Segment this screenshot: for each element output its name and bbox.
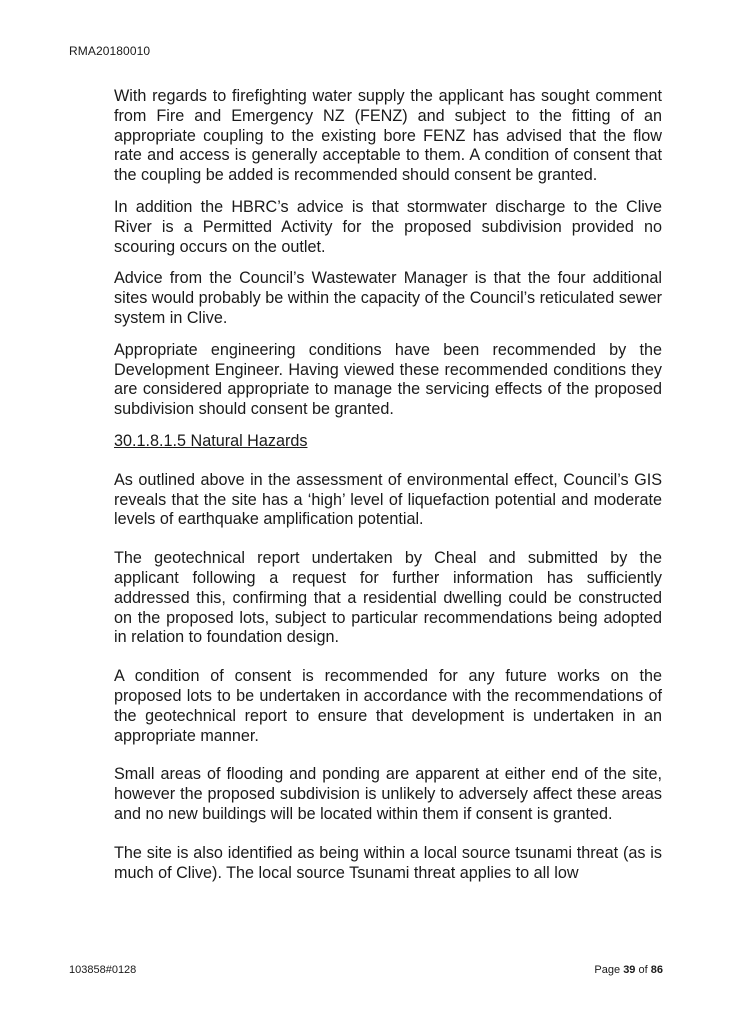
footer-document-id: 103858#0128 [69, 964, 137, 976]
page-body [114, 87, 662, 883]
paragraph-stormwater: In addition the HBRC’s advice is that stormwater discharge to the Clive River is a Permitted Activity for the proposed subdivision provided no scouring occurs on the outlet. [114, 197, 662, 256]
paragraph-flooding: Small areas of flooding and ponding are apparent at either end of the site, however the proposed subdivision is unlikely to adversely affect these areas and no new buildings will be located within them if consent is granted. [114, 765, 662, 823]
document-reference: RMA20180010 [69, 44, 151, 58]
paragraph-tsunami: The site is also identified as being within a local source tsunami threat (as is much of Clive). The local source Tsunami threat applies to all low [114, 843, 662, 882]
paragraph-firefighting: With regards to firefighting water supply the applicant has sought comment from Fire and Emergency NZ (FENZ) and subject to the fitting of an appropriate coupling to the existing bore FENZ has advised that the flow rate and access is generally acceptable to them. A condition of consent that the coupling be added is recommended should consent be granted. [114, 87, 662, 185]
of-label: of [638, 964, 648, 976]
page-label: Page [594, 964, 621, 976]
paragraph-gis: As outlined above in the assessment of environmental effect, Council’s GIS reveals that the site has a ‘high’ level of liquefaction potential and moderate levels of earthquake amplification potential. [114, 470, 662, 529]
paragraph-geotechnical: The geotechnical report undertaken by Cheal and submitted by the applicant following a request for further information has sufficiently addressed this, confirming that a residential dwelling could be constructed on the proposed lots, subject to particular recommendations being adopted in relation to foundation design. [114, 549, 662, 647]
paragraph-wastewater: Advice from the Council’s Wastewater Manager is that the four additional sites would probably be within the capacity of the Council’s reticulated sewer system in Clive. [114, 269, 662, 327]
section-heading: 30.1.8.1.5 Natural Hazards [114, 431, 308, 450]
total-pages: 86 [650, 964, 663, 976]
paragraph-engineering: Appropriate engineering conditions have been recommended by the Development Engineer. Having viewed these recommended conditions they are considered appropriate to manage the servicing effects of the proposed subdivision should consent be granted. [114, 340, 662, 419]
page-number: 39 [623, 964, 636, 976]
paragraph-condition: A condition of consent is recommended for any future works on the proposed lots to be undertaken in accordance with the recommendations of the geotechnical report to ensure that development is undertaken in an appropriate manner. [114, 667, 662, 745]
page-indicator [594, 964, 663, 976]
